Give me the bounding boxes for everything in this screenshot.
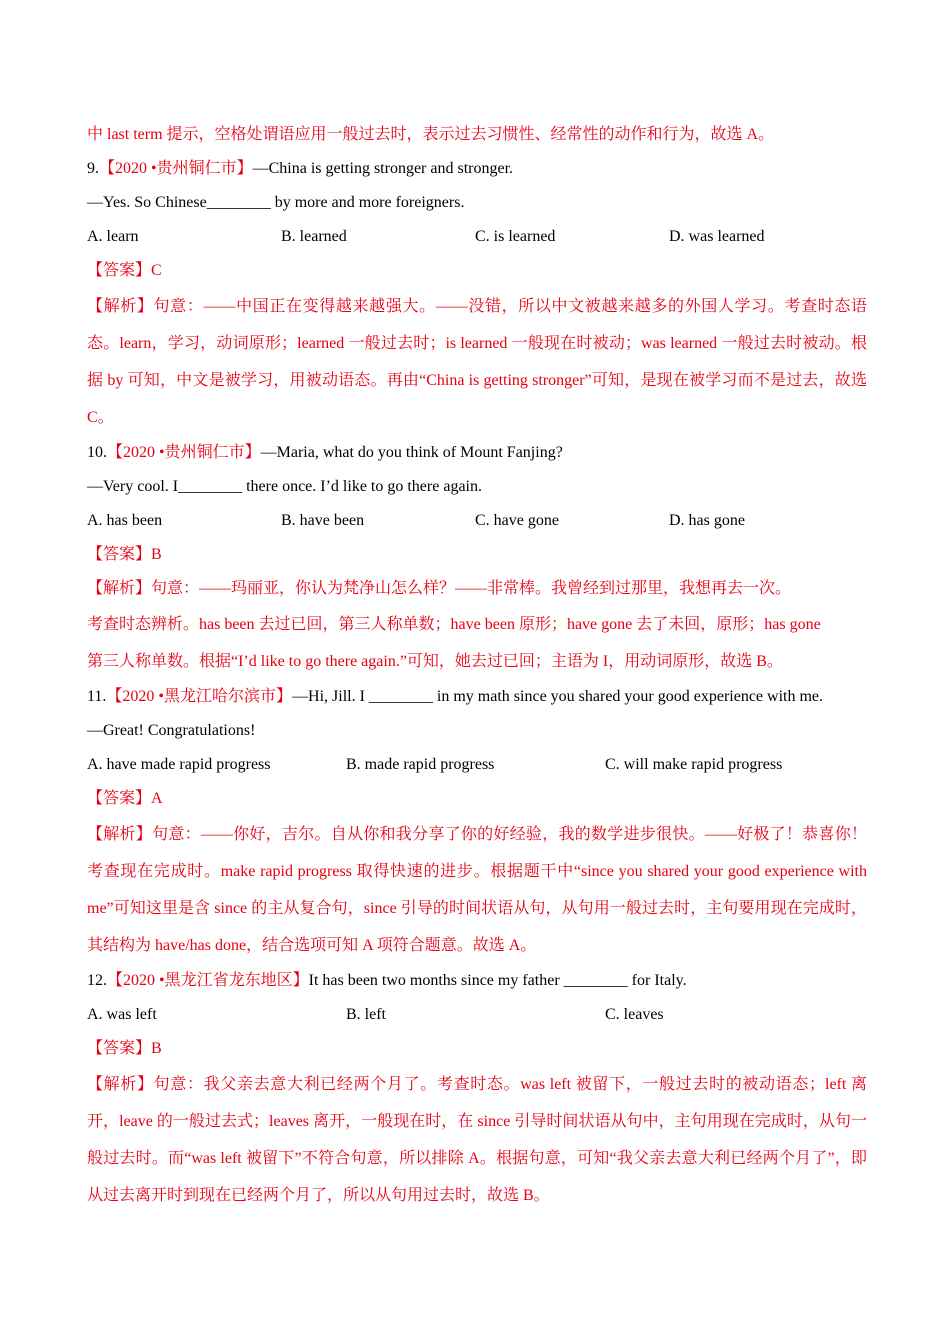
option-a: A. has been — [87, 512, 163, 529]
answer: 【答案】B — [87, 1040, 162, 1057]
question-line: —Yes. So Chinese________ by more and more foreigners. — [87, 194, 465, 211]
option-a: A. have made rapid progress — [87, 756, 271, 773]
analysis: 【解析】句意：——你好，吉尔。自从你和我分享了你的好经验，我的数学进步很快。——好极了！恭喜你！考查现在完成时。make rapid progress 取得快速的进步。根据题干中“since you shared your good experience with me”可知这里是含 since 的主从复合句，since 引导的时间状语从句，从句用一般过去时，主句要用现在完成时，其结构为 have/has done，结合选项可知 A 项符合题意。故选 A。 — [87, 826, 867, 954]
analysis-line: 第三人称单数。根据“I’d like to go there again.”可知，她去过已回；主语为 I，用动词原形，故选 B。 — [87, 653, 783, 670]
question-number: 9. — [87, 160, 99, 177]
question-source: 【2020 •贵州铜仁市】 — [99, 160, 253, 177]
answer: 【答案】A — [87, 790, 163, 807]
analysis-line: 【解析】句意：——玛丽亚，你认为梵净山怎么样？——非常棒。我曾经到过那里，我想再去一次。 — [87, 580, 792, 597]
option-a: A. was left — [87, 1006, 157, 1023]
question-line: It has been two months since my father ________ for Italy. — [308, 972, 687, 989]
question-line: —Great! Congratulations! — [87, 722, 256, 739]
question-number: 10. — [87, 444, 107, 461]
question-line: —China is getting stronger and stronger. — [252, 160, 514, 177]
option-b: B. left — [346, 1006, 386, 1023]
option-c: C. have gone — [475, 512, 559, 529]
option-d: D. was learned — [669, 228, 765, 245]
option-b: B. made rapid progress — [346, 756, 495, 773]
question-11-options — [87, 748, 867, 782]
question-10-options — [87, 504, 867, 538]
option-d: D. has gone — [669, 512, 745, 529]
question-line: —Very cool. I________ there once. I’d like to go there again. — [87, 478, 482, 495]
question-12-stem — [87, 964, 867, 998]
question-source: 【2020 •贵州铜仁市】 — [107, 444, 261, 461]
option-c: C. leaves — [605, 1006, 664, 1023]
question-9-options — [87, 220, 867, 254]
question-number: 12. — [87, 972, 107, 989]
question-line: —Maria, what do you think of Mount Fanjing? — [260, 444, 563, 461]
option-b: B. learned — [281, 228, 347, 245]
question-9-stem — [87, 152, 867, 186]
document-page — [87, 118, 867, 1214]
option-c: C. is learned — [475, 228, 556, 245]
question-source: 【2020 •黑龙江哈尔滨市】 — [106, 688, 293, 705]
analysis: 【解析】句意：——中国正在变得越来越强大。——没错，所以中文被越来越多的外国人学习。考查时态语态。learn，学习，动词原形；learned 一般过去时；is learned 一般现在时被动；was learned 一般过去时被动。根据 by 可知，中文是被学习，用被动语态。再由“China is getting stronger”可知，是现在被学习而不是过去，故选 C。 — [87, 298, 867, 426]
analysis: 【解析】句意：我父亲去意大利已经两个月了。考查时态。was left 被留下，一般过去时的被动语态；left 离开，leave 的一般过去式；leaves 离开，一般现在时，在 since 引导时间状语从句中，主句用现在完成时，从句一般过去时。而“was left 被留下”不符合句意，所以排除 A。根据句意，可知“我父亲去意大利已经两个月了”，即从过去离开时到现在已经两个月了，所以从句用过去时，故选 B。 — [87, 1076, 867, 1204]
answer: 【答案】C — [87, 262, 162, 279]
analysis-line: 考查时态辨析。has been 去过已回，第三人称单数；have been 原形；have gone 去了未回，原形；has gone — [87, 616, 821, 633]
question-12-options — [87, 998, 867, 1032]
question-line: —Hi, Jill. I ________ in my math since you shared your good experience with me. — [292, 688, 824, 705]
question-11-stem — [87, 680, 867, 714]
question-10-stem — [87, 436, 867, 470]
option-c: C. will make rapid progress — [605, 756, 783, 773]
option-a: A. learn — [87, 228, 139, 245]
question-number: 11. — [87, 688, 107, 705]
option-b: B. have been — [281, 512, 365, 529]
intro-analysis: 中 last term 提示，空格处谓语应用一般过去时，表示过去习惯性、经常性的动作和行为，故选 A。 — [87, 126, 775, 143]
question-source: 【2020 •黑龙江省龙东地区】 — [107, 972, 309, 989]
answer: 【答案】B — [87, 546, 162, 563]
